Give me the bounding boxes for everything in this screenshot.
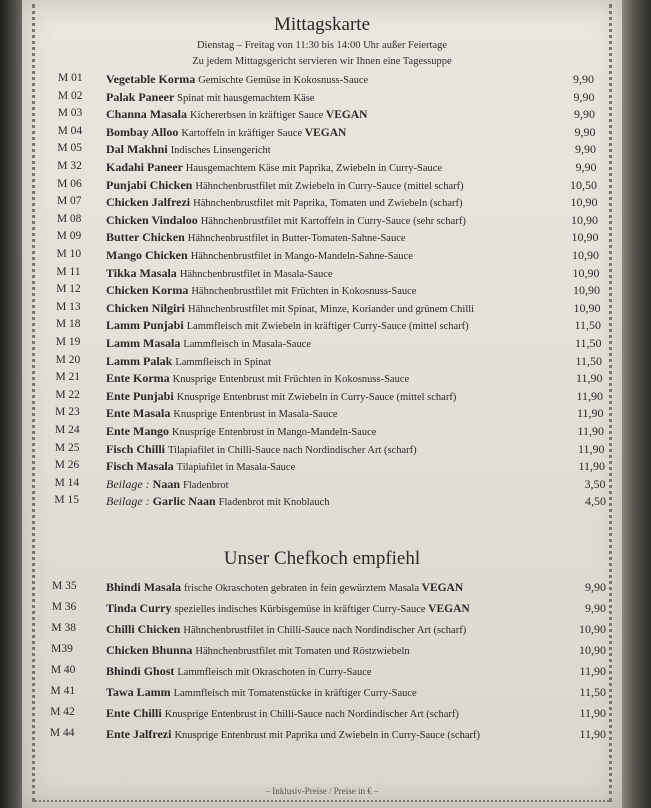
item-code: M39	[51, 643, 73, 655]
item-name: Kadahi Paneer	[106, 160, 183, 174]
item-description: Lammfleisch mit Zwiebeln in kräftiger Curry-Sauce (mittel scharf)	[186, 321, 469, 333]
item-code: M 44	[49, 727, 75, 739]
item-price: 11,90	[579, 727, 606, 741]
item-description: Hausgemachtem Käse mit Paprika, Zwiebeln in Curry-Sauce	[185, 163, 443, 174]
item-name: Ente Jalfrezi	[106, 727, 172, 741]
item-name: Chicken Korma	[106, 283, 189, 298]
menu-item	[58, 107, 604, 125]
item-code: M 02	[57, 89, 83, 102]
item-description: Kartoffeln in kräftiger Sauce	[181, 127, 303, 139]
item-name: Ente Punjabi	[106, 388, 174, 403]
item-description: Knusprige Entenbrust in Mango-Mandeln-Sauce	[172, 427, 377, 438]
item-description: Knusprige Entenbrust in Masala-Sauce	[173, 409, 338, 421]
item-name: Bombay Alloo	[106, 124, 179, 139]
item-name-line	[106, 266, 333, 281]
item-description: Tilapiafilet in Masala-Sauce	[176, 462, 296, 474]
item-description: Kichererbsen in kräftiger Sauce	[190, 110, 324, 122]
price-footer: – Inklusiv-Preise / Preise in € –	[265, 786, 379, 796]
item-price: 11,90	[579, 706, 606, 720]
item-name-line	[106, 142, 271, 157]
menu-item	[58, 90, 604, 108]
menu-item	[51, 622, 606, 640]
item-name-line	[106, 301, 474, 316]
item-price: 10,90	[572, 248, 599, 262]
menu-item	[51, 643, 606, 661]
item-code: M 09	[56, 230, 82, 243]
binder-left-edge	[0, 0, 22, 808]
item-description: Gemischte Gemüse in Kokosnuss-Sauce	[198, 75, 369, 86]
menu-item	[50, 664, 606, 682]
item-code: M 35	[52, 580, 77, 592]
item-name: Ente Chilli	[106, 706, 162, 720]
item-name: Chicken Jalfrezi	[106, 195, 191, 210]
item-description: Hähnchenbrustfilet mit Tomaten und Röstzwiebeln	[195, 646, 410, 657]
menu-item	[55, 318, 604, 336]
item-price: 10,90	[570, 195, 598, 210]
menu-item	[55, 388, 604, 407]
item-name: Bhindi Ghost	[106, 664, 175, 678]
item-price: 9,90	[575, 142, 596, 157]
item-name: Ente Korma	[106, 371, 170, 386]
menu-item	[58, 266, 604, 284]
item-price: 10,90	[579, 622, 606, 636]
item-name: Ente Masala	[106, 406, 171, 421]
item-price: 11,90	[576, 406, 604, 421]
item-name-line	[106, 643, 410, 658]
menu-item	[54, 476, 606, 495]
item-description: spezielles indisches Kürbisgemüse in kräftiger Curry-Sauce	[174, 604, 426, 615]
item-name: Naan	[152, 476, 180, 491]
item-description: Hähnchenbrustfilet in Masala-Sauce	[179, 268, 333, 280]
item-price: 3,50	[584, 476, 606, 491]
item-code: M 26	[54, 459, 80, 472]
item-description: Fladenbrot mit Knoblauch	[218, 497, 330, 509]
item-description: frische Okraschoten gebraten in fein gewürztem Masala	[184, 583, 420, 594]
item-code: M 38	[51, 622, 77, 634]
menu-item	[54, 459, 605, 477]
item-price: 11,90	[578, 459, 605, 474]
item-price: 9,90	[573, 89, 595, 104]
item-description: Hähnchenbrustfilet mit Früchten in Kokosnuss-Sauce	[191, 286, 417, 298]
menu-item	[49, 727, 606, 745]
item-name-line	[106, 107, 367, 122]
item-price: 11,50	[574, 318, 601, 333]
item-name: Ente Mango	[106, 424, 169, 438]
item-name-line	[106, 706, 459, 721]
menu-item	[55, 336, 604, 354]
item-description: Hähnchenbrustfilet in Mango-Mandeln-Sahne-Sauce	[190, 251, 413, 262]
chef-section-title: Unser Chefkoch empfiehl	[223, 548, 421, 569]
item-price: 10,90	[573, 283, 600, 298]
item-description: Lammfleisch in Spinat	[175, 356, 271, 368]
item-name-line	[106, 494, 329, 509]
item-price: 9,90	[573, 72, 594, 86]
item-code: M 03	[57, 107, 83, 120]
item-price: 10,90	[579, 643, 606, 657]
side-dish-prefix: Beilage :	[106, 476, 150, 491]
item-price: 11,90	[577, 424, 604, 438]
item-description: Hähnchenbrustfilet mit Kartoffeln in Curry-Sauce (sehr scharf)	[200, 215, 466, 227]
menu-item	[55, 406, 604, 424]
item-description: Lammfleisch mit Okraschoten in Curry-Sauce	[177, 667, 372, 678]
item-price: 11,50	[579, 685, 606, 699]
item-price: 11,50	[575, 353, 602, 368]
menu-item	[58, 195, 604, 213]
menu-item	[55, 353, 604, 372]
item-name: Butter Chicken	[106, 230, 185, 245]
item-code: M 36	[51, 601, 77, 613]
item-description: Hähnchenbrustfilet mit Paprika, Tomaten und Zwiebeln (scharf)	[193, 198, 463, 210]
item-code: M 05	[57, 142, 83, 155]
menu-item	[58, 213, 604, 231]
item-name: Bhindi Masala	[106, 580, 182, 594]
item-code: M 41	[50, 685, 76, 697]
item-name-line	[106, 248, 413, 263]
item-name: Chicken Nilgiri	[106, 300, 186, 315]
item-name-line	[106, 125, 346, 140]
item-name-line	[106, 424, 376, 439]
item-name: Mango Chicken	[106, 248, 188, 262]
item-name: Channa Masala	[106, 107, 188, 122]
menu-item	[58, 72, 604, 90]
item-name: Tikka Masala	[106, 265, 177, 280]
item-code: M 32	[57, 160, 82, 172]
item-name: Punjabi Chicken	[106, 177, 193, 192]
item-name-line	[106, 406, 338, 421]
item-price: 11,90	[579, 664, 606, 678]
item-price: 10,90	[571, 230, 599, 245]
vegan-tag: VEGAN	[325, 109, 368, 122]
item-description: Lammfleisch mit Tomatenstücke in kräftiger Curry-Sauce	[173, 688, 417, 699]
menu-item	[58, 283, 604, 301]
item-price: 11,90	[576, 388, 603, 403]
item-description: Hähnchenbrustfilet in Butter-Tomaten-Sahne-Sauce	[187, 233, 406, 245]
item-code: M 12	[56, 283, 81, 296]
item-price: 10,90	[573, 300, 601, 315]
item-name-line	[106, 622, 466, 637]
menu-item	[58, 178, 604, 196]
item-code: M 25	[54, 441, 80, 454]
menu-item	[58, 125, 604, 143]
item-description: Tilapiafilet in Chilli-Sauce nach Nordindischer Art (scharf)	[168, 444, 417, 456]
item-name: Lamm Palak	[106, 353, 173, 368]
item-code: M 13	[56, 300, 81, 313]
item-price: 10,90	[571, 212, 598, 227]
item-price: 9,90	[574, 107, 595, 122]
menu-item	[50, 706, 606, 724]
item-name: Dal Makhni	[106, 142, 168, 157]
item-name-line	[106, 459, 295, 474]
item-name: Chilli Chicken	[106, 622, 181, 636]
item-name-line	[106, 195, 462, 210]
item-description: Knusprige Entenbrust mit Zwiebeln in Curry-Sauce (mittel scharf)	[176, 391, 457, 403]
item-code: M 18	[55, 318, 81, 331]
item-code: M 15	[54, 494, 80, 507]
item-description: Hähnchenbrustfilet in Chilli-Sauce nach Nordindischer Art (scharf)	[183, 625, 467, 636]
item-name-line	[106, 389, 456, 404]
item-code: M 10	[56, 248, 82, 260]
item-code: M 21	[55, 371, 81, 384]
item-name-line	[106, 336, 311, 351]
item-code: M 11	[56, 265, 81, 278]
item-name-line	[106, 685, 417, 700]
item-description: Knusprige Entenbrust in Chilli-Sauce nach Nordindischer Art (scharf)	[164, 709, 459, 720]
menu-item	[55, 371, 604, 389]
menu-item	[58, 230, 604, 248]
item-name-line	[106, 442, 417, 457]
item-name-line	[106, 354, 271, 369]
item-name-line	[106, 213, 466, 228]
item-price: 9,90	[575, 160, 597, 174]
item-code: M 40	[50, 664, 76, 676]
item-price: 11,50	[574, 336, 602, 350]
opening-hours: Dienstag – Freitag von 11:30 bis 14:00 Uhr außer Feiertage	[196, 40, 448, 51]
item-name-line	[106, 580, 463, 595]
menu-item	[55, 424, 604, 442]
item-price: 11,90	[575, 371, 603, 386]
item-name: Tinda Curry	[106, 601, 172, 615]
item-price: 9,90	[585, 580, 606, 594]
item-code: M 07	[56, 195, 82, 208]
item-description: Knusprige Entenbrust mit Paprika und Zwiebeln in Curry-Sauce (scharf)	[174, 730, 481, 741]
vegan-tag: VEGAN	[428, 603, 470, 615]
item-name: Palak Paneer	[106, 89, 175, 104]
item-code: M 06	[57, 177, 82, 190]
menu-item	[50, 685, 606, 703]
menu-item	[58, 248, 604, 266]
item-name-line	[106, 371, 409, 386]
item-price: 4,50	[585, 494, 606, 509]
item-description: Hähnchenbrustfilet mit Zwiebeln in Curry-Sauce (mittel scharf)	[195, 180, 464, 192]
item-name: Chicken Bhunna	[106, 643, 193, 657]
item-name: Garlic Naan	[152, 494, 216, 509]
menu-item	[58, 160, 604, 178]
item-name-line	[106, 727, 480, 742]
menu-item	[54, 494, 606, 512]
item-name-line	[106, 178, 464, 193]
item-name: Vegetable Korma	[106, 72, 196, 86]
binder-right-edge	[621, 0, 651, 808]
item-price: 9,90	[574, 124, 596, 139]
item-code: M 04	[57, 124, 83, 137]
item-name-line	[106, 664, 372, 679]
item-description: Lammfleisch in Masala-Sauce	[183, 339, 312, 350]
item-name: Tawa Lamm	[106, 685, 171, 699]
item-name-line	[106, 283, 416, 298]
item-code: M 14	[54, 476, 80, 489]
item-price: 10,90	[572, 265, 600, 280]
item-name: Fisch Masala	[106, 459, 174, 474]
item-description: Hähnchenbrustfilet mit Spinat, Minze, Koriander und grünem Chilli	[188, 303, 475, 315]
side-dish-prefix: Beilage :	[106, 494, 150, 509]
menu-item	[54, 441, 605, 460]
item-code: M 23	[55, 406, 80, 419]
item-code: M 19	[55, 336, 81, 348]
item-description: Fladenbrot	[183, 479, 229, 491]
menu-item	[58, 142, 604, 160]
menu-page	[22, 0, 622, 808]
item-name: Fisch Chilli	[106, 441, 166, 456]
item-name-line	[106, 601, 470, 616]
item-name-line	[106, 318, 469, 333]
item-name-line	[106, 477, 229, 492]
menu-item	[52, 580, 606, 598]
vegan-tag: VEGAN	[421, 582, 464, 594]
item-code: M 24	[55, 424, 80, 436]
vegan-tag: VEGAN	[304, 126, 347, 139]
item-name: Chicken Vindaloo	[106, 212, 198, 227]
soup-note: Zu jedem Mittagsgericht servieren wir Ihnen eine Tagessuppe	[192, 56, 452, 67]
item-name: Lamm Masala	[106, 336, 181, 350]
item-code: M 01	[58, 72, 83, 84]
item-name-line	[106, 72, 368, 87]
item-price: 10,50	[570, 177, 597, 192]
item-name-line	[106, 90, 314, 105]
page-title: Mittagskarte	[273, 14, 371, 35]
menu-item	[58, 301, 604, 319]
item-price: 11,90	[577, 441, 605, 456]
item-description: Indisches Linsengericht	[170, 145, 271, 157]
item-name-line	[106, 230, 406, 245]
item-code: M 22	[55, 388, 80, 401]
menu-item	[51, 601, 606, 619]
item-code: M 42	[50, 706, 75, 718]
item-description: Spinat mit hausgemachtem Käse	[177, 92, 315, 104]
item-code: M 20	[55, 353, 81, 366]
item-name: Lamm Punjabi	[106, 318, 184, 333]
item-price: 9,90	[585, 601, 606, 615]
item-code: M 08	[56, 212, 82, 225]
item-name-line	[106, 160, 442, 175]
item-description: Knusprige Entenbrust mit Früchten in Kokosnuss-Sauce	[172, 374, 410, 386]
